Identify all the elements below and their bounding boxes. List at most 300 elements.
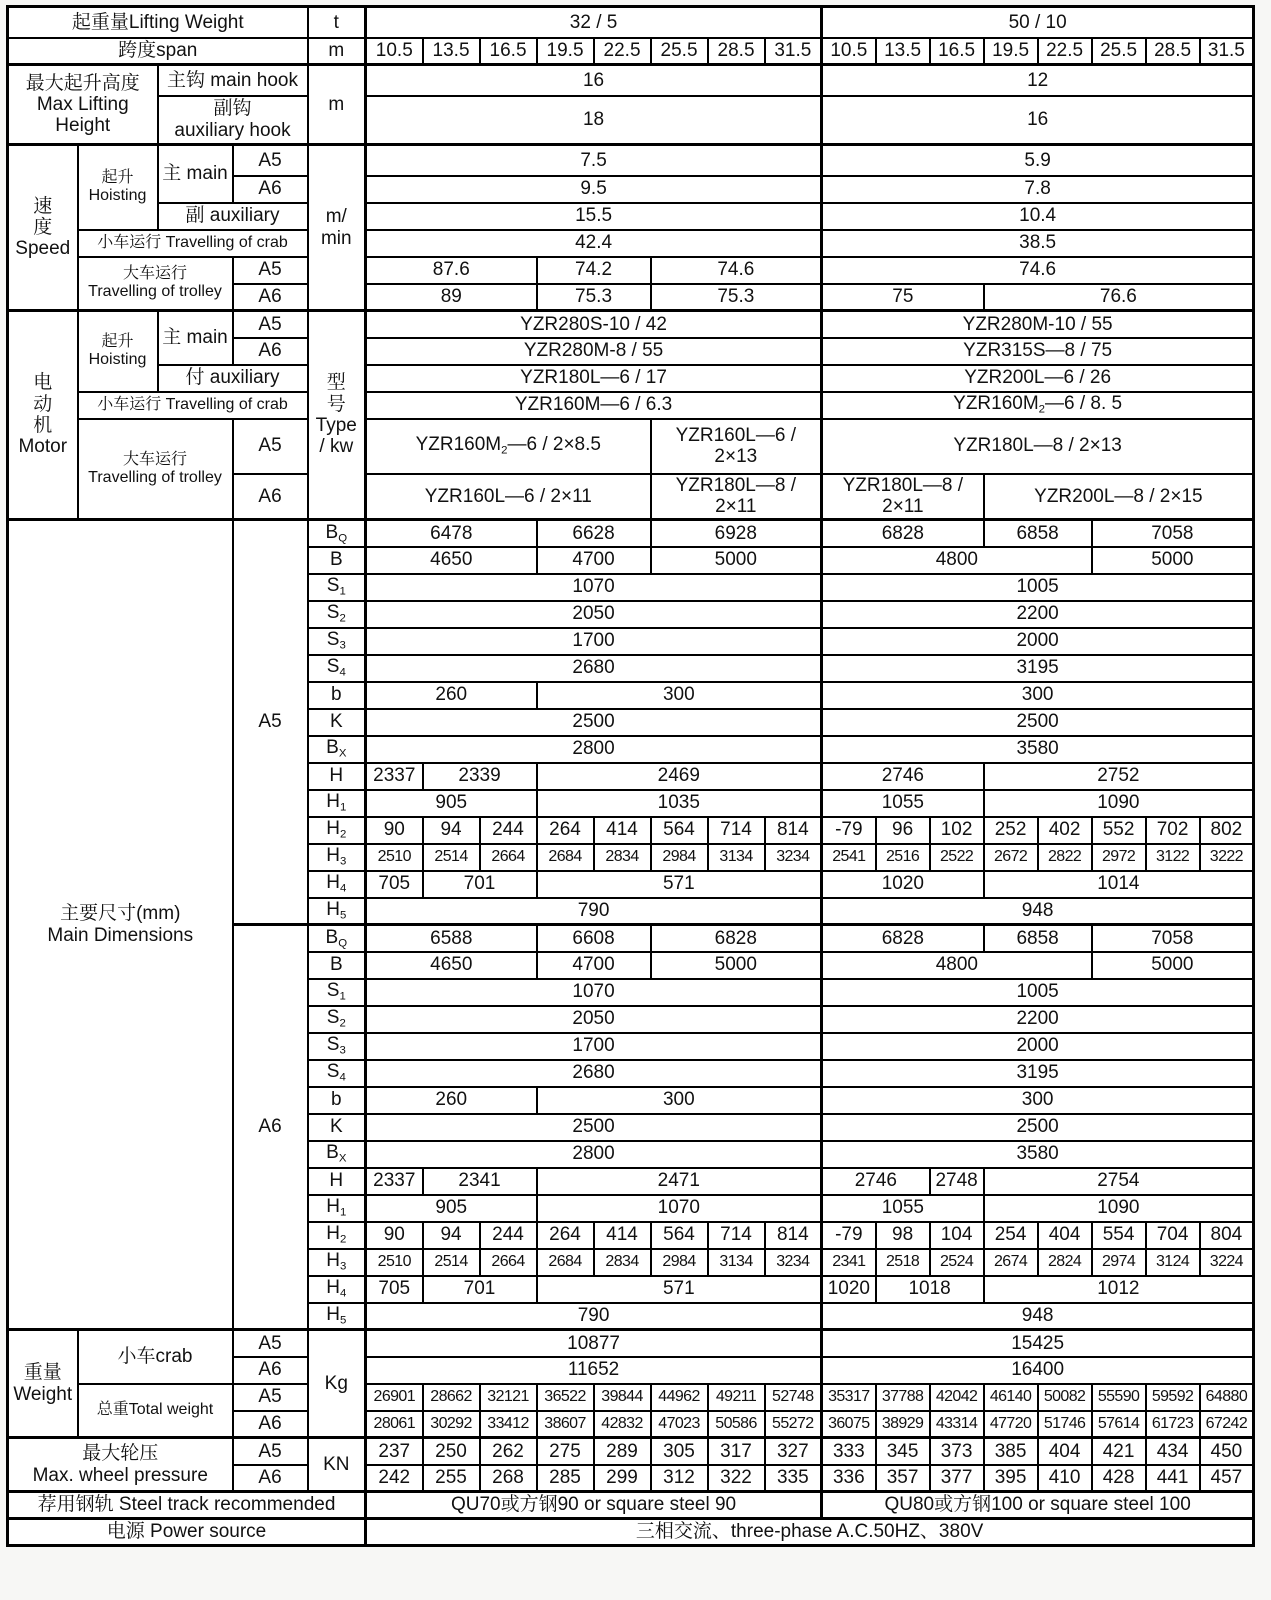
value-cell: 2514 xyxy=(423,844,480,871)
grade-a6: A6 xyxy=(233,284,308,311)
span-value: 25.5 xyxy=(651,38,708,65)
value-cell: 1014 xyxy=(984,871,1254,898)
value-cell: 2674 xyxy=(984,1249,1038,1276)
value-cell: 90 xyxy=(366,1222,423,1249)
value-cell: 457 xyxy=(1200,1465,1254,1492)
value-cell: 2746 xyxy=(822,1168,930,1195)
value-cell: 2000 xyxy=(822,628,1254,655)
value-cell: 3195 xyxy=(822,655,1254,682)
value-cell: 237 xyxy=(366,1438,423,1465)
value-cell: 2200 xyxy=(822,1006,1254,1033)
value-cell: QU70或方钢90 or square steel 90 xyxy=(366,1492,822,1519)
value-cell: 571 xyxy=(537,1276,822,1303)
value-cell: 571 xyxy=(537,871,822,898)
value-cell: 564 xyxy=(651,817,708,844)
value-cell: 1012 xyxy=(984,1276,1254,1303)
dim-label: $H_4$ xyxy=(308,871,366,898)
value-cell: 2800 xyxy=(366,736,822,763)
value-cell: 4700 xyxy=(537,952,651,979)
span-value: 10.5 xyxy=(366,38,423,65)
value-cell: 312 xyxy=(651,1465,708,1492)
value-cell: 26901 xyxy=(366,1384,423,1411)
value-cell: 254 xyxy=(984,1222,1038,1249)
value-cell: 2050 xyxy=(366,1006,822,1033)
value-cell: 2514 xyxy=(423,1249,480,1276)
dim-label: H xyxy=(308,1168,366,1195)
speed-label: 速 度 Speed xyxy=(8,145,78,311)
value-cell: 802 xyxy=(1200,817,1254,844)
value-cell: 6628 xyxy=(537,520,651,547)
value-cell: 9.5 xyxy=(366,176,822,203)
value-cell: 38929 xyxy=(876,1411,930,1438)
value-cell: 36522 xyxy=(537,1384,594,1411)
value-cell: 1005 xyxy=(822,979,1254,1006)
value-cell: 300 xyxy=(537,1087,822,1114)
value-cell: 2469 xyxy=(537,763,822,790)
value-cell: 1090 xyxy=(984,1195,1254,1222)
value-cell: 948 xyxy=(822,898,1254,925)
value-cell: 5.9 xyxy=(822,145,1254,176)
value-cell: 5000 xyxy=(1092,547,1254,574)
value-cell: 16400 xyxy=(822,1357,1254,1384)
value-cell: 2754 xyxy=(984,1168,1254,1195)
value-cell: 305 xyxy=(651,1438,708,1465)
value-cell: 75 xyxy=(822,284,984,311)
unit-m-min: m/ min xyxy=(308,145,366,311)
value-cell: 7.5 xyxy=(366,145,822,176)
value-cell: YZR180L—8 / 2×11 xyxy=(651,474,822,520)
value-cell: 395 xyxy=(984,1465,1038,1492)
hoisting-label: 起升 Hoisting xyxy=(78,311,158,392)
total-weight-label: 总重Total weight xyxy=(78,1384,233,1438)
grade-a6: A6 xyxy=(233,176,308,203)
value-cell: 2510 xyxy=(366,1249,423,1276)
value-cell: 51746 xyxy=(1038,1411,1092,1438)
value-cell: $YZR160M_2—6 / 2\times 8.5$ xyxy=(366,419,651,474)
value-cell: 1070 xyxy=(366,979,822,1006)
value-cell: YZR180L—8 / 2×11 xyxy=(822,474,984,520)
value-cell: 74.6 xyxy=(651,257,822,284)
value-cell: 2500 xyxy=(822,1114,1254,1141)
value-cell: 2748 xyxy=(930,1168,984,1195)
value-cell: 43314 xyxy=(930,1411,984,1438)
value-cell: 74.6 xyxy=(822,257,1254,284)
value-cell: 1055 xyxy=(822,790,984,817)
value-cell: 255 xyxy=(423,1465,480,1492)
value-cell: 90 xyxy=(366,817,423,844)
value-cell: 50586 xyxy=(708,1411,765,1438)
unit-t: t xyxy=(308,7,366,38)
main-dimensions-label: 主要尺寸(mm) Main Dimensions xyxy=(8,520,233,1330)
value-cell: 5000 xyxy=(651,952,822,979)
span-value: 10.5 xyxy=(822,38,876,65)
value-cell: 3124 xyxy=(1146,1249,1200,1276)
grade-a6: A6 xyxy=(233,474,308,520)
value-cell: YZR200L—6 / 26 xyxy=(822,365,1254,392)
value-cell: YZR160M—6 / 6.3 xyxy=(366,392,822,419)
value-cell: 2824 xyxy=(1038,1249,1092,1276)
value-cell: -79 xyxy=(822,1222,876,1249)
value-cell: 3134 xyxy=(708,1249,765,1276)
value-cell: 42042 xyxy=(930,1384,984,1411)
value-cell: 76.6 xyxy=(984,284,1254,311)
value-cell: 2800 xyxy=(366,1141,822,1168)
dim-label: $S_3$ xyxy=(308,1033,366,1060)
value-cell: 三相交流、three-phase A.C.50HZ、380V xyxy=(366,1519,1254,1546)
value-cell: 2341 xyxy=(423,1168,537,1195)
trolley-travel-label: 大车运行 Travelling of trolley xyxy=(78,419,233,520)
value-cell: 2541 xyxy=(822,844,876,871)
value-cell: 6828 xyxy=(822,520,984,547)
value-cell: 905 xyxy=(366,790,537,817)
value-cell: 2834 xyxy=(594,1249,651,1276)
dim-label: b xyxy=(308,1087,366,1114)
value-cell: 790 xyxy=(366,1303,822,1330)
grade-a6: A6 xyxy=(233,1357,308,1384)
grade-a6: A6 xyxy=(233,1465,308,1492)
value-cell: 4800 xyxy=(822,952,1092,979)
value-cell: 2341 xyxy=(822,1249,876,1276)
value-cell: 6828 xyxy=(651,925,822,952)
value-cell: 2510 xyxy=(366,844,423,871)
value-cell: 790 xyxy=(366,898,822,925)
value-cell: YZR280S-10 / 42 xyxy=(366,311,822,338)
value-cell: 2500 xyxy=(366,709,822,736)
value-cell: 2518 xyxy=(876,1249,930,1276)
value-cell: 7.8 xyxy=(822,176,1254,203)
value-cell: 2972 xyxy=(1092,844,1146,871)
value-cell: 6608 xyxy=(537,925,651,952)
dim-label: H xyxy=(308,763,366,790)
unit-type-kw: 型 号 Type / kw xyxy=(308,311,366,520)
value-cell: 421 xyxy=(1092,1438,1146,1465)
value-cell: 289 xyxy=(594,1438,651,1465)
value-cell: 385 xyxy=(984,1438,1038,1465)
value-cell: 1070 xyxy=(537,1195,822,1222)
grade-a6: A6 xyxy=(233,338,308,365)
span-value: 22.5 xyxy=(594,38,651,65)
value-cell: 89 xyxy=(366,284,537,311)
grade-a5: A5 xyxy=(233,1384,308,1411)
value-cell: 2974 xyxy=(1092,1249,1146,1276)
dim-label: $H_5$ xyxy=(308,898,366,925)
value-cell: 44962 xyxy=(651,1384,708,1411)
value-cell: 87.6 xyxy=(366,257,537,284)
value-cell: 814 xyxy=(765,1222,822,1249)
value-cell: 1700 xyxy=(366,628,822,655)
value-cell: 404 xyxy=(1038,1438,1092,1465)
span-value: 19.5 xyxy=(537,38,594,65)
value-cell: 96 xyxy=(876,817,930,844)
span-value: 28.5 xyxy=(708,38,765,65)
value-cell: 67242 xyxy=(1200,1411,1254,1438)
dim-label: $S_1$ xyxy=(308,979,366,1006)
value-cell: 47023 xyxy=(651,1411,708,1438)
crab-travel-label: 小车运行 Travelling of crab xyxy=(78,392,308,419)
value-cell: 16 xyxy=(366,65,822,96)
value-cell: 4700 xyxy=(537,547,651,574)
value-cell: 94 xyxy=(423,817,480,844)
value-cell: 42832 xyxy=(594,1411,651,1438)
value-cell: 55590 xyxy=(1092,1384,1146,1411)
value-cell: 377 xyxy=(930,1465,984,1492)
value-cell: 2834 xyxy=(594,844,651,871)
value-cell: 300 xyxy=(537,682,822,709)
value-cell: YZR160L—6 / 2×13 xyxy=(651,419,822,474)
value-cell: 1018 xyxy=(876,1276,984,1303)
value-cell: 814 xyxy=(765,817,822,844)
dim-label: $S_2$ xyxy=(308,601,366,628)
value-cell: YZR315S—8 / 75 xyxy=(822,338,1254,365)
value-cell: -79 xyxy=(822,817,876,844)
value-cell: 268 xyxy=(480,1465,537,1492)
value-cell: 6588 xyxy=(366,925,537,952)
value-cell: 28061 xyxy=(366,1411,423,1438)
value-cell: 46140 xyxy=(984,1384,1038,1411)
value-cell: 252 xyxy=(984,817,1038,844)
value-cell: 1700 xyxy=(366,1033,822,1060)
value-cell: 705 xyxy=(366,871,423,898)
span-value: 13.5 xyxy=(876,38,930,65)
value-cell: 2822 xyxy=(1038,844,1092,871)
span-value: 22.5 xyxy=(1038,38,1092,65)
value-cell: 250 xyxy=(423,1438,480,1465)
steel-track-label: 荐用钢轨 Steel track recommended xyxy=(8,1492,366,1519)
dim-label: $S_4$ xyxy=(308,655,366,682)
value-cell: 705 xyxy=(366,1276,423,1303)
value-cell: 414 xyxy=(594,1222,651,1249)
grade-a5: A5 xyxy=(233,311,308,338)
value-cell: 322 xyxy=(708,1465,765,1492)
value-cell: 3224 xyxy=(1200,1249,1254,1276)
value-cell: 74.2 xyxy=(537,257,651,284)
value-cell: QU80或方钢100 or square steel 100 xyxy=(822,1492,1254,1519)
dim-label: $S_2$ xyxy=(308,1006,366,1033)
main-label: 主 main xyxy=(158,311,233,365)
value-cell: 299 xyxy=(594,1465,651,1492)
value-cell: 2337 xyxy=(366,1168,423,1195)
value-cell: 2522 xyxy=(930,844,984,871)
value-cell: 804 xyxy=(1200,1222,1254,1249)
value-cell: 2752 xyxy=(984,763,1254,790)
value-cell: 2984 xyxy=(651,1249,708,1276)
value-cell: 2984 xyxy=(651,844,708,871)
value-cell: 702 xyxy=(1146,817,1200,844)
dim-label: $B_X$ xyxy=(308,736,366,763)
value-cell: 260 xyxy=(366,682,537,709)
value-cell: 32121 xyxy=(480,1384,537,1411)
grade-a5: A5 xyxy=(233,1330,308,1357)
value-cell: 260 xyxy=(366,1087,537,1114)
unit-m: m xyxy=(308,38,366,65)
value-cell: 49211 xyxy=(708,1384,765,1411)
max-lifting-height-label: 最大起升高度 Max Lifting Height xyxy=(8,65,158,145)
value-cell: 1070 xyxy=(366,574,822,601)
auxiliary-label: 付 auxiliary xyxy=(158,365,308,392)
spec-table-body xyxy=(8,7,1254,1546)
value-cell: 59592 xyxy=(1146,1384,1200,1411)
value-cell: 264 xyxy=(537,817,594,844)
value-cell: 317 xyxy=(708,1438,765,1465)
value-cell: 300 xyxy=(822,1087,1254,1114)
value-cell: 30292 xyxy=(423,1411,480,1438)
value-cell: 335 xyxy=(765,1465,822,1492)
grade-a6: A6 xyxy=(233,1411,308,1438)
value-cell: 15425 xyxy=(822,1330,1254,1357)
value-cell: 3234 xyxy=(765,1249,822,1276)
value-cell: YZR200L—8 / 2×15 xyxy=(984,474,1254,520)
span-value: 28.5 xyxy=(1146,38,1200,65)
value-cell: 285 xyxy=(537,1465,594,1492)
value-cell: 38.5 xyxy=(822,230,1254,257)
value-cell: 554 xyxy=(1092,1222,1146,1249)
value-cell: 12 xyxy=(822,65,1254,96)
dim-label: b xyxy=(308,682,366,709)
capacity-50-10: 50 / 10 xyxy=(822,7,1254,38)
trolley-travel-label: 大车运行 Travelling of trolley xyxy=(78,257,233,311)
value-cell: 701 xyxy=(423,1276,537,1303)
lifting-weight-label: 起重量Lifting Weight xyxy=(8,7,308,38)
value-cell: YZR180L—6 / 17 xyxy=(366,365,822,392)
value-cell: 275 xyxy=(537,1438,594,1465)
value-cell: 2746 xyxy=(822,763,984,790)
capacity-32-5: 32 / 5 xyxy=(366,7,822,38)
crab-weight-label: 小车crab xyxy=(78,1330,233,1384)
value-cell: 2200 xyxy=(822,601,1254,628)
value-cell: 42.4 xyxy=(366,230,822,257)
value-cell: 2672 xyxy=(984,844,1038,871)
value-cell: 94 xyxy=(423,1222,480,1249)
value-cell: 61723 xyxy=(1146,1411,1200,1438)
value-cell: 18 xyxy=(366,96,822,145)
value-cell: 300 xyxy=(822,682,1254,709)
auxiliary-label: 副 auxiliary xyxy=(158,203,308,230)
value-cell: 262 xyxy=(480,1438,537,1465)
value-cell: 373 xyxy=(930,1438,984,1465)
value-cell: 327 xyxy=(765,1438,822,1465)
value-cell: 428 xyxy=(1092,1465,1146,1492)
value-cell: 2050 xyxy=(366,601,822,628)
span-value: 31.5 xyxy=(765,38,822,65)
value-cell: 704 xyxy=(1146,1222,1200,1249)
value-cell: 4800 xyxy=(822,547,1092,574)
value-cell: 15.5 xyxy=(366,203,822,230)
unit-kn: KN xyxy=(308,1438,366,1492)
span-value: 19.5 xyxy=(984,38,1038,65)
unit-m: m xyxy=(308,65,366,145)
value-cell: 410 xyxy=(1038,1465,1092,1492)
value-cell: 402 xyxy=(1038,817,1092,844)
dim-label: $H_3$ xyxy=(308,1249,366,1276)
value-cell: 244 xyxy=(480,1222,537,1249)
dim-label: $H_1$ xyxy=(308,790,366,817)
value-cell: 414 xyxy=(594,817,651,844)
value-cell: 6858 xyxy=(984,925,1092,952)
value-cell: 1090 xyxy=(984,790,1254,817)
dim-label: K xyxy=(308,1114,366,1141)
grade-a5: A5 xyxy=(233,1438,308,1465)
value-cell: 948 xyxy=(822,1303,1254,1330)
grade-a5: A5 xyxy=(233,257,308,284)
value-cell: 3195 xyxy=(822,1060,1254,1087)
span-label: 跨度span xyxy=(8,38,308,65)
dim-label: $H_4$ xyxy=(308,1276,366,1303)
value-cell: 2000 xyxy=(822,1033,1254,1060)
value-cell: 1035 xyxy=(537,790,822,817)
value-cell: 52748 xyxy=(765,1384,822,1411)
dim-label: $H_1$ xyxy=(308,1195,366,1222)
motor-label: 电 动 机 Motor xyxy=(8,311,78,520)
value-cell: 6478 xyxy=(366,520,537,547)
dim-label: $H_5$ xyxy=(308,1303,366,1330)
value-cell: $YZR160M_2—6 / 8$. 5 xyxy=(822,392,1254,419)
dim-label: $B_Q$ xyxy=(308,520,366,547)
value-cell: 2516 xyxy=(876,844,930,871)
span-value: 31.5 xyxy=(1200,38,1254,65)
value-cell: 714 xyxy=(708,1222,765,1249)
value-cell: 2524 xyxy=(930,1249,984,1276)
value-cell: YZR280M-10 / 55 xyxy=(822,311,1254,338)
value-cell: 333 xyxy=(822,1438,876,1465)
value-cell: 55272 xyxy=(765,1411,822,1438)
value-cell: 404 xyxy=(1038,1222,1092,1249)
dim-label: $H_2$ xyxy=(308,817,366,844)
value-cell: 35317 xyxy=(822,1384,876,1411)
dim-label: B xyxy=(308,547,366,574)
value-cell: 441 xyxy=(1146,1465,1200,1492)
value-cell: 6928 xyxy=(651,520,822,547)
value-cell: 450 xyxy=(1200,1438,1254,1465)
value-cell: 3580 xyxy=(822,1141,1254,1168)
value-cell: 7058 xyxy=(1092,520,1254,547)
value-cell: 28662 xyxy=(423,1384,480,1411)
grade-a5: A5 xyxy=(233,520,308,925)
value-cell: 1005 xyxy=(822,574,1254,601)
value-cell: 10.4 xyxy=(822,203,1254,230)
value-cell: 10877 xyxy=(366,1330,822,1357)
value-cell: 5000 xyxy=(1092,952,1254,979)
value-cell: 57614 xyxy=(1092,1411,1146,1438)
value-cell: 6858 xyxy=(984,520,1092,547)
dim-label: $B_X$ xyxy=(308,1141,366,1168)
value-cell: 2471 xyxy=(537,1168,822,1195)
value-cell: 16 xyxy=(822,96,1254,145)
value-cell: 552 xyxy=(1092,817,1146,844)
value-cell: 2684 xyxy=(537,844,594,871)
hoisting-label: 起升 Hoisting xyxy=(78,145,158,230)
value-cell: 264 xyxy=(537,1222,594,1249)
value-cell: 905 xyxy=(366,1195,537,1222)
value-cell: 1055 xyxy=(822,1195,984,1222)
value-cell: 714 xyxy=(708,817,765,844)
value-cell: 64880 xyxy=(1200,1384,1254,1411)
value-cell: 2680 xyxy=(366,655,822,682)
value-cell: 3580 xyxy=(822,736,1254,763)
span-value: 16.5 xyxy=(930,38,984,65)
value-cell: 2500 xyxy=(822,709,1254,736)
value-cell: 3234 xyxy=(765,844,822,871)
value-cell: 434 xyxy=(1146,1438,1200,1465)
value-cell: YZR180L—8 / 2×13 xyxy=(822,419,1254,474)
span-value: 13.5 xyxy=(423,38,480,65)
value-cell: 2337 xyxy=(366,763,423,790)
value-cell: 104 xyxy=(930,1222,984,1249)
dim-label: $S_4$ xyxy=(308,1060,366,1087)
span-value: 16.5 xyxy=(480,38,537,65)
value-cell: 3222 xyxy=(1200,844,1254,871)
span-value: 25.5 xyxy=(1092,38,1146,65)
value-cell: 33412 xyxy=(480,1411,537,1438)
